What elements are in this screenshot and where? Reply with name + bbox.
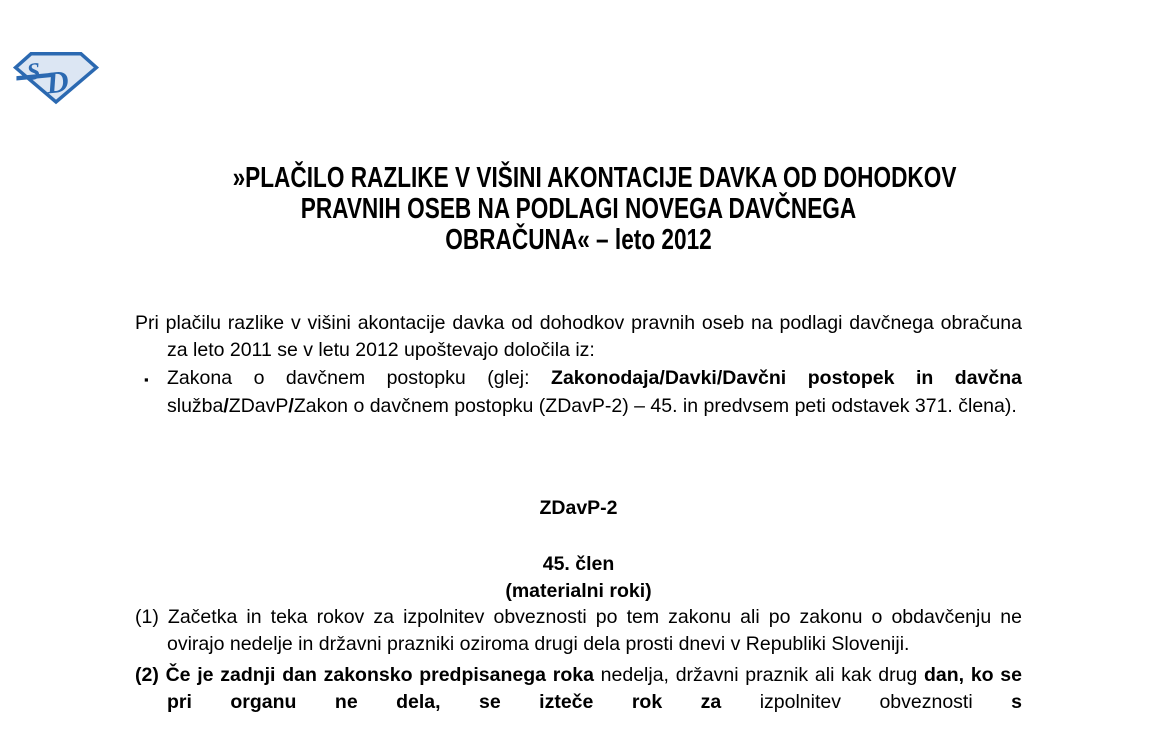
bullet-item [135,365,1022,421]
text-run: / [223,394,229,417]
text-run: dan, ko se pri organu ne dela, se izteče rok za [167,663,1022,713]
title-line-2: PRAVNIH OSEB NA PODLAGI NOVEGA DAVČNEGA [300,193,857,225]
text-run: nedelja, državni praznik ali kak drug [600,663,924,686]
article-body [135,604,1022,716]
text-run: izpolnitev obveznosti [759,690,1012,713]
paragraph-2 [135,662,1022,717]
article-number: 45. člen [542,553,615,575]
text-run: ZDavP [228,394,289,417]
intro-section [135,310,1022,420]
section-heading-law: ZDavP-2 [539,497,618,519]
paragraph-1 [135,604,1022,659]
section-heading-article [135,551,1022,606]
bullet-text [167,367,1022,417]
document-title [135,163,1022,256]
intro-paragraph: Pri plačilu razlike v višini akontacije davka od dohodkov pravnih oseb na podlagi davčnega obračuna za leto 2011 se v letu 2012 upoštevajo določila iz: [135,312,1022,362]
article-subtitle: (materialni roki) [505,580,652,603]
title-line-3: OBRAČUNA« – leto 2012 [445,224,712,256]
text-run: (1) Začetka in teka rokov za izpolnitev obveznosti po tem zakonu ali po zakonu o obdavčenju ne ovirajo nedelje in državni prazniki oziroma drugi dela prosti dnevi v Republiki Sloveniji. [135,606,1022,656]
logo-letter-s: S [25,58,42,86]
sd-diamond-logo [13,49,99,105]
text-run: / [288,394,294,417]
text-run: služba [167,394,224,417]
text-run: Zakonodaja/Davki/Davčni postopek in davčna [551,366,1022,389]
title-line-1: »PLAČILO RAZLIKE V VIŠINI AKONTACIJE DAVKA OD DOHODKOV [232,162,957,194]
text-run: (2) Če je zadnji dan zakonsko predpisanega roka [135,663,601,686]
text-run: Zakona o davčnem postopku (glej: [167,366,552,389]
text-run: Zakon o davčnem postopku (ZDavP-2) – 45. in predvsem peti odstavek 371. člena). [293,394,1017,417]
text-run: s [1011,690,1023,713]
logo-letter-d: D [44,63,71,101]
bullet-marker-icon: ▪ [144,371,149,387]
